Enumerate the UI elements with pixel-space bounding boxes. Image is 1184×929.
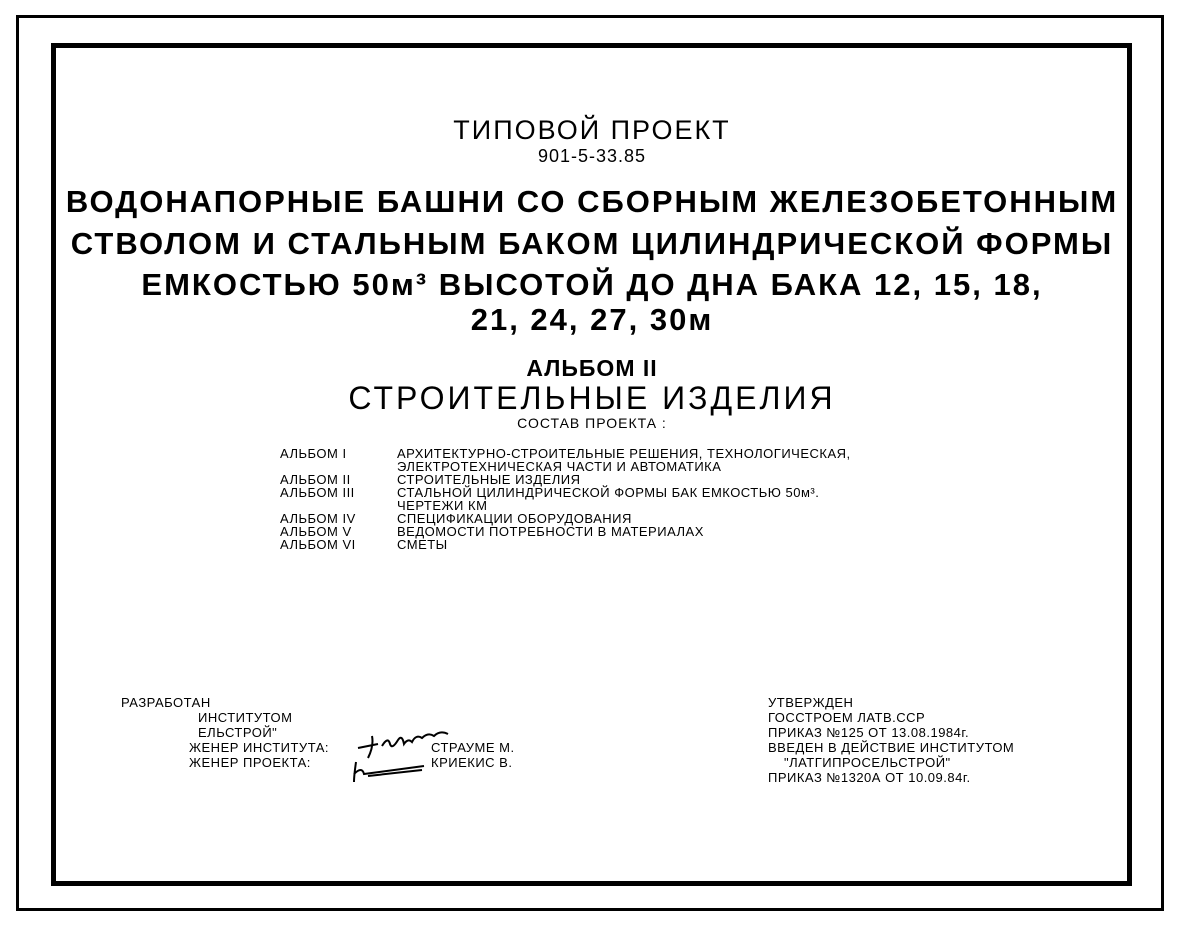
developed-block (121, 695, 515, 770)
album-description: ЭЛЕКТРОТЕХНИЧЕСКАЯ ЧАСТИ И АВТОМАТИКА (397, 459, 722, 474)
album-description: СТАЛЬНОЙ ЦИЛИНДРИЧЕСКОЙ ФОРМЫ БАК ЕМКОСТЬЮ 50м³. (397, 485, 820, 500)
approved-line: ПРИКАЗ №1320А ОТ 10.09.84г. (768, 770, 971, 785)
developed-line: РАЗРАБОТАН (121, 695, 211, 710)
title-line-4: 21, 24, 27, 30м (470, 302, 714, 337)
approved-line: ГОССТРОЕМ ЛАТВ.ССР (768, 710, 926, 725)
album-description: СПЕЦИФИКАЦИИ ОБОРУДОВАНИЯ (397, 511, 632, 526)
composition-label: СОСТАВ ПРОЕКТА : (517, 415, 667, 431)
album-name: АЛЬБОМ I (280, 446, 347, 461)
chief-project-name: КРИЕКИС В. (431, 755, 513, 770)
developed-line: ИНСТИТУТОМ (198, 710, 293, 725)
album-description: СМЕТЫ (397, 537, 448, 552)
album-label: АЛЬБОМ II (526, 355, 658, 381)
album-description: ЧЕРТЕЖИ КМ (397, 498, 488, 513)
album-name: АЛЬБОМ II (280, 472, 351, 487)
doc-number: 901-5-33.85 (537, 146, 647, 166)
doc-type: ТИПОВОЙ ПРОЕКТ (453, 115, 731, 145)
album-name: АЛЬБОМ III (280, 485, 355, 500)
album-name: АЛЬБОМ V (280, 524, 352, 539)
album-name: АЛЬБОМ IV (280, 511, 356, 526)
chief-project-row (121, 755, 513, 770)
album-description: СТРОИТЕЛЬНЫЕ ИЗДЕЛИЯ (397, 472, 581, 487)
album-description: АРХИТЕКТУРНО-СТРОИТЕЛЬНЫЕ РЕШЕНИЯ, ТЕХНОЛОГИЧЕСКАЯ, (397, 446, 851, 461)
chief-institute-row (121, 740, 515, 755)
developed-line: ЕЛЬСТРОЙ" (198, 725, 278, 740)
approved-line: ПРИКАЗ №125 ОТ 13.08.1984г. (768, 725, 970, 740)
album-description: ВЕДОМОСТИ ПОТРЕБНОСТИ В МАТЕРИАЛАХ (397, 524, 704, 539)
title-line-1: ВОДОНАПОРНЫЕ БАШНИ СО СБОРНЫМ ЖЕЛЕЗОБЕТОННЫМ (65, 184, 1119, 219)
chief-institute-label: ЖЕНЕР ИНСТИТУТА: (189, 740, 329, 755)
approved-line: ВВЕДЕН В ДЕЙСТВИЕ ИНСТИТУТОМ (768, 740, 1015, 755)
signature-project-icon (348, 752, 428, 788)
approved-block (768, 695, 1014, 785)
title-line-3: ЕМКОСТЬЮ 50м³ ВЫСОТОЙ ДО ДНА БАКА 12, 15, 18, (141, 267, 1043, 302)
album-name: АЛЬБОМ VI (280, 537, 356, 552)
approved-line: УТВЕРЖДЕН (768, 695, 854, 710)
chief-project-label: ЖЕНЕР ПРОЕКТА: (189, 755, 311, 770)
approved-line: "ЛАТГИПРОСЕЛЬСТРОЙ" (784, 755, 951, 770)
chief-institute-name: СТРАУМЕ М. (431, 740, 515, 755)
album-title: СТРОИТЕЛЬНЫЕ ИЗДЕЛИЯ (348, 380, 836, 416)
title-line-2: СТВОЛОМ И СТАЛЬНЫМ БАКОМ ЦИЛИНДРИЧЕСКОЙ ФОРМЫ (70, 226, 1114, 261)
